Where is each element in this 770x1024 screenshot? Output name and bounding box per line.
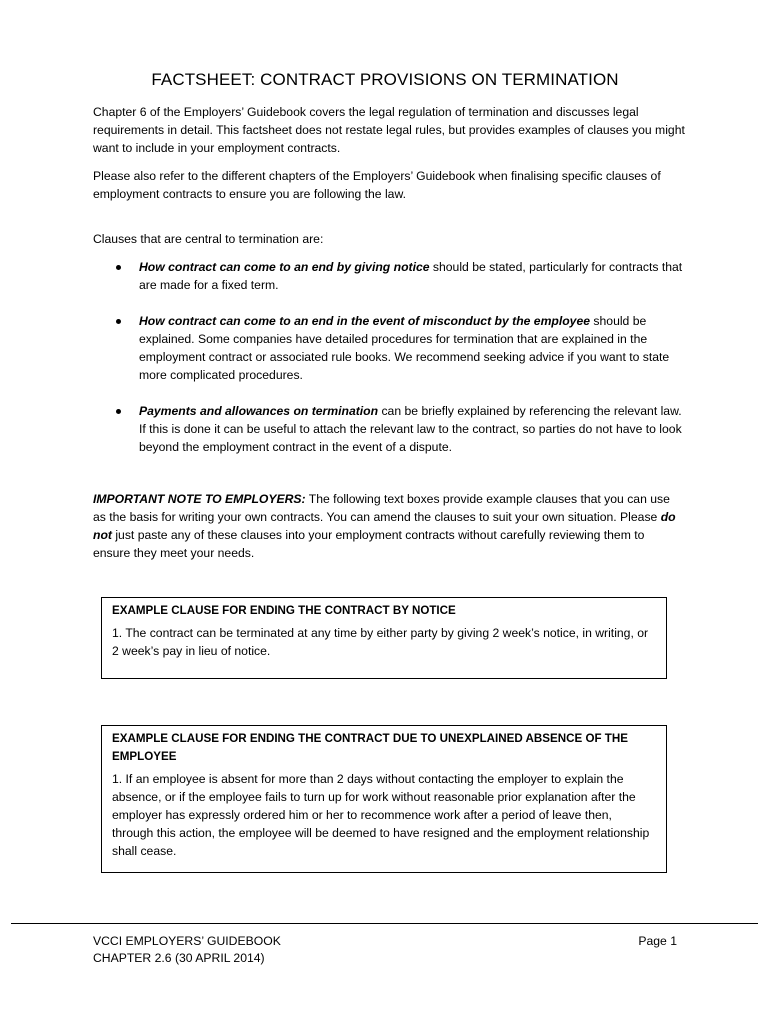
footer-divider [11,923,758,924]
bullet-text: can be briefly explained by referencing the relevant law. If this is done it can be useful to attach the relevant law to the contract, so parties do not have to look beyond the employment contract in the event of a dispute. [139,404,682,454]
page-title: FACTSHEET: CONTRACT PROVISIONS ON TERMINATION [151,70,619,89]
page-number: Page 1 [638,934,677,948]
list-item [93,402,685,456]
bullet-emphasis: How contract can come to an end in the event of misconduct by the employee [139,314,591,328]
important-note-emphasis: do not [93,510,676,542]
bullet-icon [116,265,121,270]
list-item [93,312,685,384]
important-note [93,490,685,562]
example-clause-body: 1. The contract can be terminated at any time by either party by giving 2 week’s notice, in writing, or 2 week’s pay in lieu of notice. [112,626,649,658]
footer-guidebook-title: VCCI EMPLOYERS’ GUIDEBOOK [93,934,281,948]
example-clause-box-absence [101,725,667,873]
bullet-emphasis: How contract can come to an end by giving notice [139,260,430,274]
footer-source [93,933,281,967]
bullet-emphasis: Payments and allowances on termination [139,404,379,418]
important-note-text: The following text boxes provide example clauses that you can use as the basis for writing your own contracts. You can amend the clauses to suit your own situation. Please [93,492,670,524]
important-note-label: IMPORTANT NOTE TO EMPLOYERS: [93,492,306,506]
example-clause-title: EXAMPLE CLAUSE FOR ENDING THE CONTRACT DUE TO UNEXPLAINED ABSENCE OF THE EMPLOYEE [112,732,628,763]
termination-clauses-list [93,258,685,456]
intro-paragraph-1: Chapter 6 of the Employers’ Guidebook covers the legal regulation of termination and discusses legal requirements in detail. This factsheet does not restate legal rules, but provides examples of clauses you might want to include in your employment contracts. [93,105,685,155]
footer-chapter: CHAPTER 2.6 (30 APRIL 2014) [93,951,265,965]
example-clause-title: EXAMPLE CLAUSE FOR ENDING THE CONTRACT BY NOTICE [112,604,456,617]
important-note-text-end: just paste any of these clauses into your employment contracts without carefully reviewing them to ensure they meet your needs. [93,528,645,560]
bullet-text: should be explained. Some companies have detailed procedures for termination that are explained in the employment contract or associated rule books. We recommend seeking advice if you want to state more complicated procedures. [139,314,670,382]
clauses-heading: Clauses that are central to termination are: [93,232,324,246]
bullet-icon [116,319,121,324]
bullet-text: should be stated, particularly for contracts that are made for a fixed term. [139,260,683,292]
example-clause-body: 1. If an employee is absent for more than 2 days without contacting the employer to explain the absence, or if the employee fails to turn up for work without reasonable prior explanation after the employer has expressly ordered him or her to recommence work after a period of leave then, through this action, the employee will be deemed to have resigned and the employment relationship shall cease. [112,772,650,858]
intro-paragraph-2: Please also refer to the different chapters of the Employers’ Guidebook when finalising specific clauses of employment contracts to ensure you are following the law. [93,169,661,201]
bullet-icon [116,409,121,414]
list-item [93,258,685,294]
example-clause-box-notice [101,597,667,679]
